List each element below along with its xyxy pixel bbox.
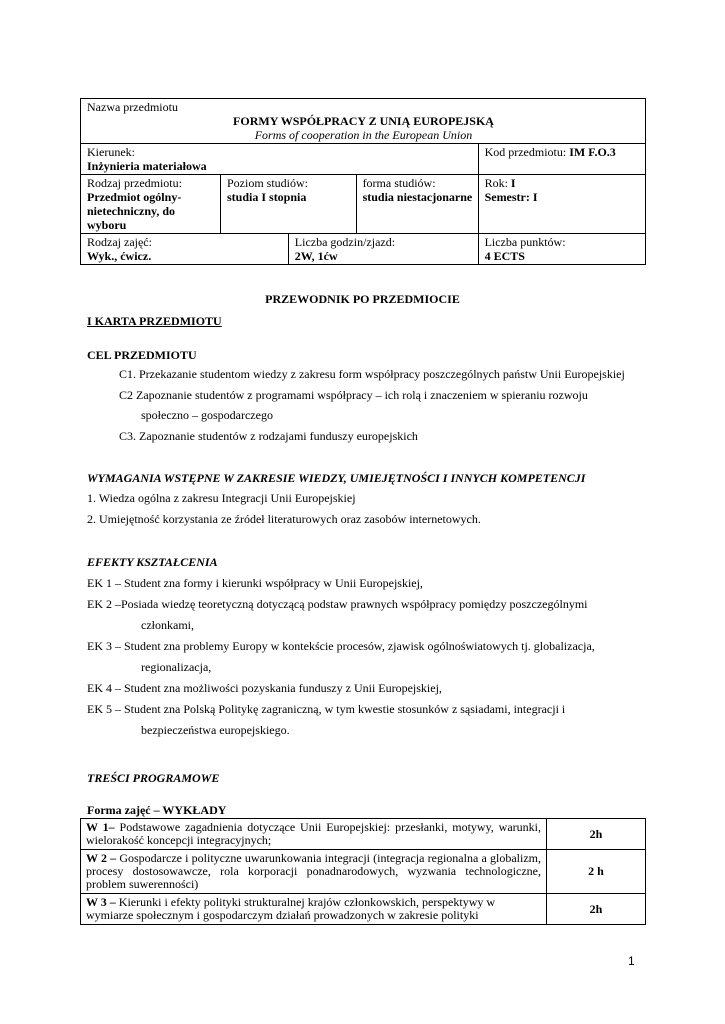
lecture-row <box>81 850 646 894</box>
hours-value: 2W, 1ćw <box>294 249 338 263</box>
study-form-label: forma studiów: <box>362 176 436 190</box>
lecture-description <box>81 894 547 925</box>
study-level-cell <box>221 175 357 234</box>
lecture-description <box>81 850 547 894</box>
goal-item: C1. Przekazanie studentom wiedzy z zakresu form współpracy poszczególnych państw Unii Europejskiej <box>119 367 625 381</box>
card-title: I KARTA PRZEDMIOTU <box>87 314 222 328</box>
hours-cell <box>288 234 478 265</box>
hours-label: Liczba godzin/zjazd: <box>294 235 396 249</box>
content-heading: TREŚCI PROGRAMOWE <box>87 771 220 785</box>
requirement-item: 1. Wiedza ogólna z zakresu Integracji Unii Europejskiej <box>87 491 356 505</box>
course-code-cell <box>478 144 645 175</box>
lectures-table <box>80 818 646 925</box>
direction-cell <box>81 144 479 175</box>
classes-type-label: Rodzaj zajęć: <box>87 235 152 249</box>
points-cell <box>478 234 645 265</box>
course-info-table <box>80 98 646 265</box>
lecture-text: Podstawowe zagadnienia dotyczące Unii Europejskiej: przesłanki, motywy, warunki, wielorakość koncepcji integracyjnych; <box>86 820 541 847</box>
lecture-hours: 2h <box>547 819 646 850</box>
course-name-cell <box>81 99 646 144</box>
direction-value: Inżynieria materiałowa <box>87 159 207 173</box>
semester-value: I <box>532 190 538 204</box>
course-type-label: Rodzaj przedmiotu: <box>87 176 182 190</box>
study-form-cell <box>356 175 478 234</box>
lecture-description <box>81 819 547 850</box>
year-label: Rok: <box>484 176 508 190</box>
lecture-hours: 2 h <box>547 850 646 894</box>
points-value: 4 ECTS <box>484 249 525 263</box>
lecture-hours: 2h <box>547 894 646 925</box>
outcome-line: EK 5 – Student zna Polską Politykę zagraniczną, w tym kwestie stosunków z sąsiadami, integracji i <box>87 702 566 716</box>
classes-type-cell <box>81 234 289 265</box>
study-level-label: Poziom studiów: <box>227 176 309 190</box>
course-type-value: Przedmiot ogólny-nietechniczny, do wyboru <box>87 190 182 232</box>
course-type-cell <box>81 175 221 234</box>
lecture-code: W 2 – <box>86 851 117 865</box>
outcome-line: regionalizacja, <box>141 660 212 674</box>
course-title-pl: FORMY WSPÓŁPRACY Z UNIĄ EUROPEJSKĄ <box>233 114 494 128</box>
requirements-heading: WYMAGANIA WSTĘPNE W ZAKRESIE WIEDZY, UMIEJĘTNOŚCI I INNYCH KOMPETENCJI <box>87 471 586 485</box>
study-form-value: studia niestacjonarne <box>362 190 473 204</box>
goal-item: C2 Zapoznanie studentów z programami współpracy – ich rolą i znaczeniem w spieraniu rozwoju <box>119 388 588 402</box>
course-code-label: Kod przedmiotu: <box>484 145 567 159</box>
page-number: 1 <box>628 954 635 968</box>
goal-item: społeczno – gospodarczego <box>141 408 273 422</box>
course-title-en: Forms of cooperation in the European Union <box>254 128 473 142</box>
outcome-line: EK 4 – Student zna możliwości pozyskania funduszy z Unii Europejskiej, <box>87 681 442 695</box>
lecture-text: Kierunki i efekty polityki strukturalnej krajów członkowskich, perspektywy w wymiarze społecznym i gospodarczym działań prowadzonych w zakresie polityki <box>86 895 496 922</box>
semester-label: Semestr: <box>484 190 530 204</box>
year-semester-cell <box>478 175 645 234</box>
course-code-value: IM F.O.3 <box>569 145 616 159</box>
lecture-code: W 3 – <box>86 895 116 909</box>
outcome-line: EK 2 –Posiada wiedzę teoretyczną dotyczącą podstaw prawnych współpracy pomiędzy poszczególnymi <box>87 597 588 611</box>
course-name-label: Nazwa przedmiotu <box>87 100 178 114</box>
goal-item: C3. Zapoznanie studentów z rodzajami funduszy europejskich <box>119 429 418 443</box>
guide-title: PRZEWODNIK PO PRZEDMIOCIE <box>265 292 460 306</box>
lecture-code: W 1– <box>86 820 115 834</box>
outcome-line: członkami, <box>141 618 194 632</box>
outcome-line: EK 3 – Student zna problemy Europy w kontekście procesów, zjawisk ogólnoświatowych tj. globalizacja, <box>87 639 595 653</box>
outcome-line: bezpieczeństwa europejskiego. <box>141 723 290 737</box>
year-value: I <box>510 176 516 190</box>
goal-heading: CEL PRZEDMIOTU <box>87 348 197 362</box>
outcomes-heading: EFEKTY KSZTAŁCENIA <box>87 555 218 569</box>
direction-label: Kierunek: <box>87 145 135 159</box>
lecture-form-label: Forma zajęć – WYKŁADY <box>87 803 227 817</box>
classes-type-value: Wyk., ćwicz. <box>87 249 152 263</box>
outcome-line: EK 1 – Student zna formy i kierunki współpracy w Unii Europejskiej, <box>87 576 423 590</box>
lecture-row <box>81 894 646 925</box>
study-level-value: studia I stopnia <box>227 190 307 204</box>
points-label: Liczba punktów: <box>484 235 566 249</box>
lecture-text: Gospodarcze i polityczne uwarunkowania integracji (integracja regionalna a globalizm, procesy dostosowawcze, rola korporacji ponadnarodowych, wyzwania technologiczne, problem suwerenności) <box>86 851 541 891</box>
lecture-row <box>81 819 646 850</box>
requirement-item: 2. Umiejętność korzystania ze źródeł literaturowych oraz zasobów internetowych. <box>87 512 481 526</box>
